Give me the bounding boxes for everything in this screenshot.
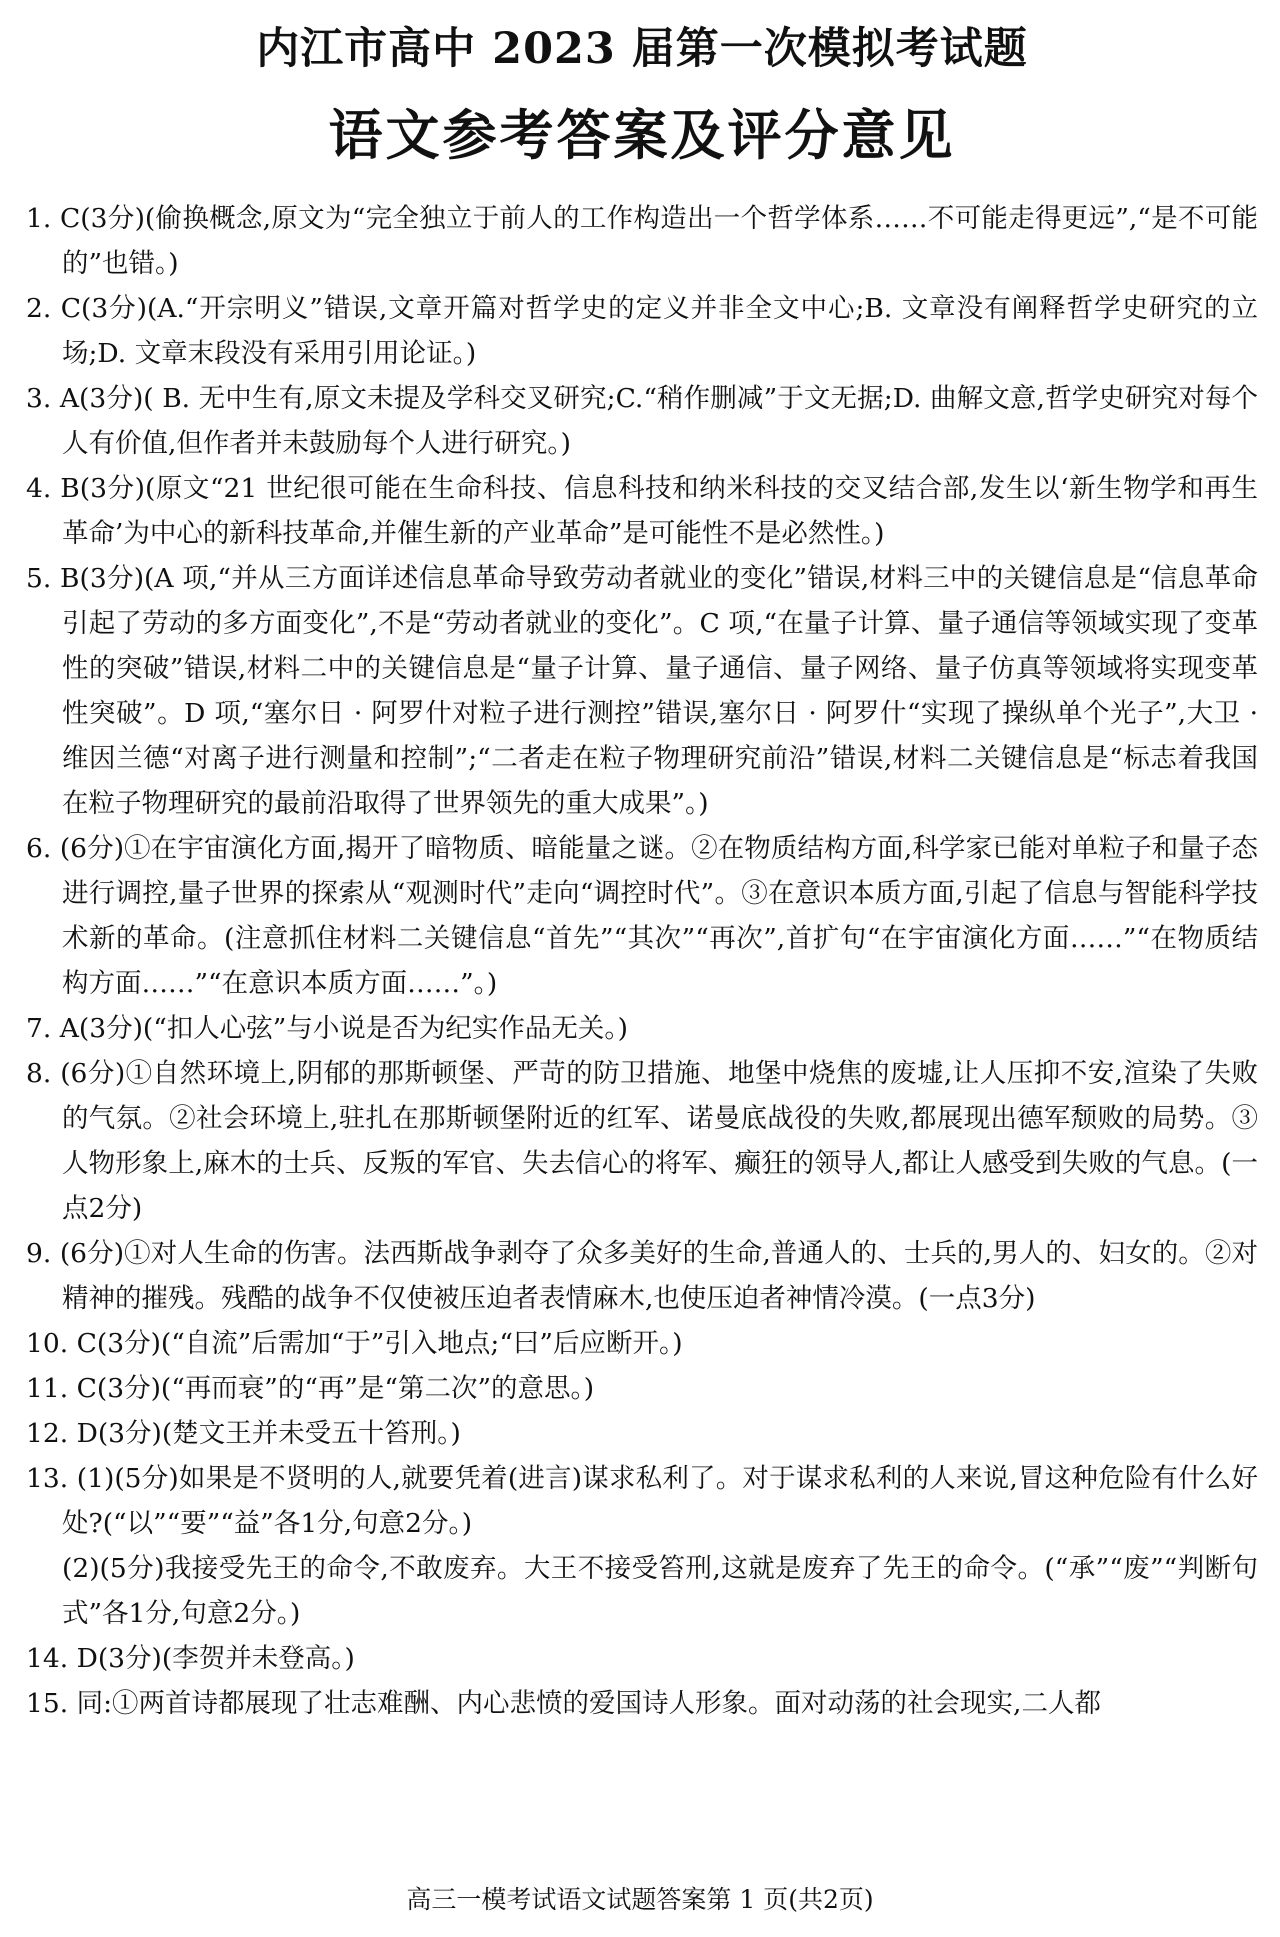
answer-number: 13.: [26, 1463, 69, 1494]
answer-text: (2)(5分)我接受先王的命令,不敢废弃。大王不接受笞刑,这就是废弃了先王的命令。(“承”“废”“判断句式”各1分,句意2分。): [62, 1553, 1258, 1629]
answer-number: 14.: [26, 1643, 69, 1674]
answer-item-3: [26, 376, 1258, 466]
answer-list: [26, 196, 1258, 1726]
answer-text: (6分)①对人生命的伤害。法西斯战争剥夺了众多美好的生命,普通人的、士兵的,男人的、妇女的。②对精神的摧残。残酷的战争不仅使被压迫者表情麻木,也使压迫者神情冷漠。(一点3分): [59, 1238, 1258, 1314]
answer-number: 2.: [26, 293, 52, 324]
answer-text: C(3分)(偷换概念,原文为“完全独立于前人的工作构造出一个哲学体系……不可能走得更远”,“是不可能的”也错。): [60, 203, 1258, 279]
answer-item-13: [26, 1456, 1258, 1546]
answer-number: 12.: [26, 1418, 69, 1449]
answer-number: 8.: [26, 1058, 52, 1089]
answer-text: C(3分)(A.“开宗明义”错误,文章开篇对哲学史的定义并非全文中心;B. 文章没有阐释哲学史研究的立场;D. 文章末段没有采用引用论证。): [60, 293, 1258, 369]
answer-number: 5.: [26, 563, 52, 594]
answer-text: 同:①两首诗都展现了壮志难酬、内心悲愤的爱国诗人形象。面对动荡的社会现实,二人都: [76, 1688, 1101, 1719]
answer-item-10: [26, 1321, 1258, 1366]
answer-text: A(3分)( B. 无中生有,原文未提及学科交叉研究;C.“稍作删减”于文无据;D. 曲解文意,哲学史研究对每个人有价值,但作者并未鼓励每个人进行研究。): [59, 383, 1258, 459]
answer-item-1: [26, 196, 1258, 286]
answer-text: B(3分)(原文“21 世纪很可能在生命科技、信息科技和纳米科技的交叉结合部,发生以‘新生物学和再生革命’为中心的新科技革命,并催生新的产业革命”是可能性不是必然性。): [60, 473, 1258, 549]
exam-title: 内江市高中 2023 届第一次模拟考试题: [256, 24, 1028, 74]
page-footer: 高三一模考试语文试题答案第 1 页(共2页): [406, 1885, 874, 1914]
answer-item-12: [26, 1411, 1258, 1456]
answer-item-15: [26, 1681, 1258, 1726]
answer-item-4: [26, 466, 1258, 556]
answer-text: A(3分)(“扣人心弦”与小说是否为纪实作品无关。): [59, 1013, 628, 1044]
answer-number: 10.: [26, 1328, 69, 1359]
answer-item-5: [26, 556, 1258, 826]
answer-key-title: 语文参考答案及评分意见: [328, 103, 956, 167]
answer-item-7: [26, 1006, 1258, 1051]
answer-number: 15.: [26, 1688, 69, 1719]
answer-number: 1.: [26, 203, 52, 234]
answer-text: (6分)①自然环境上,阴郁的那斯顿堡、严苛的防卫措施、地堡中烧焦的废墟,让人压抑不安,渲染了失败的气氛。②社会环境上,驻扎在那斯顿堡附近的红军、诺曼底战役的失败,都展现出德军颓败的局势。③人物形象上,麻木的士兵、反叛的军官、失去信心的将军、癫狂的领导人,都让人感受到失败的气息。(一点2分): [60, 1058, 1258, 1224]
answer-text: C(3分)(“自流”后需加“于”引入地点;“曰”后应断开。): [76, 1328, 683, 1359]
answer-item-14: [26, 1636, 1258, 1681]
answer-text: (1)(5分)如果是不贤明的人,就要凭着(进言)谋求私利了。对于谋求私利的人来说,冒这种危险有什么好处?(“以”“要”“益”各1分,句意2分。): [62, 1463, 1258, 1539]
answer-number: 11.: [26, 1373, 69, 1404]
answer-item-13-part-2: [26, 1546, 1258, 1636]
answer-item-2: [26, 286, 1258, 376]
answer-text: D(3分)(李贺并未登高。): [76, 1643, 355, 1674]
answer-item-8: [26, 1051, 1258, 1231]
answer-text: B(3分)(A 项,“并从三方面详述信息革命导致劳动者就业的变化”错误,材料三中的关键信息是“信息革命引起了劳动的多方面变化”,不是“劳动者就业的变化”。C 项,“在量子计算、量子通信等领域实现了变革性的突破”错误,材料二中的关键信息是“量子计算、量子通信、量子网络、量子仿真等领域将实现变革性突破”。D 项,“塞尔日 · 阿罗什对粒子进行测控”错误,塞尔日 · 阿罗什“实现了操纵单个光子”,大卫 · 维因兰德“对离子进行测量和控制”;“二者走在粒子物理研究前沿”错误,材料二关键信息是“标志着我国在粒子物理研究的最前沿取得了世界领先的重大成果”。): [60, 563, 1258, 819]
answer-text: C(3分)(“再而衰”的“再”是“第二次”的意思。): [76, 1373, 595, 1404]
answer-number: 3.: [26, 383, 52, 414]
answer-number: 9.: [26, 1238, 52, 1269]
answer-item-6: [26, 826, 1258, 1006]
answer-item-9: [26, 1231, 1258, 1321]
answer-number: 4.: [26, 473, 52, 504]
answer-text: (6分)①在宇宙演化方面,揭开了暗物质、暗能量之谜。②在物质结构方面,科学家已能对单粒子和量子态进行调控,量子世界的探索从“观测时代”走向“调控时代”。③在意识本质方面,引起了信息与智能科学技术新的革命。(注意抓住材料二关键信息“首先”“其次”“再次”,首扩句“在宇宙演化方面……”“在物质结构方面……”“在意识本质方面……”。): [59, 833, 1258, 999]
answer-text: D(3分)(楚文王并未受五十笞刑。): [76, 1418, 461, 1449]
answer-item-11: [26, 1366, 1258, 1411]
answer-number: 7.: [26, 1013, 52, 1044]
answer-number: 6.: [26, 833, 52, 864]
